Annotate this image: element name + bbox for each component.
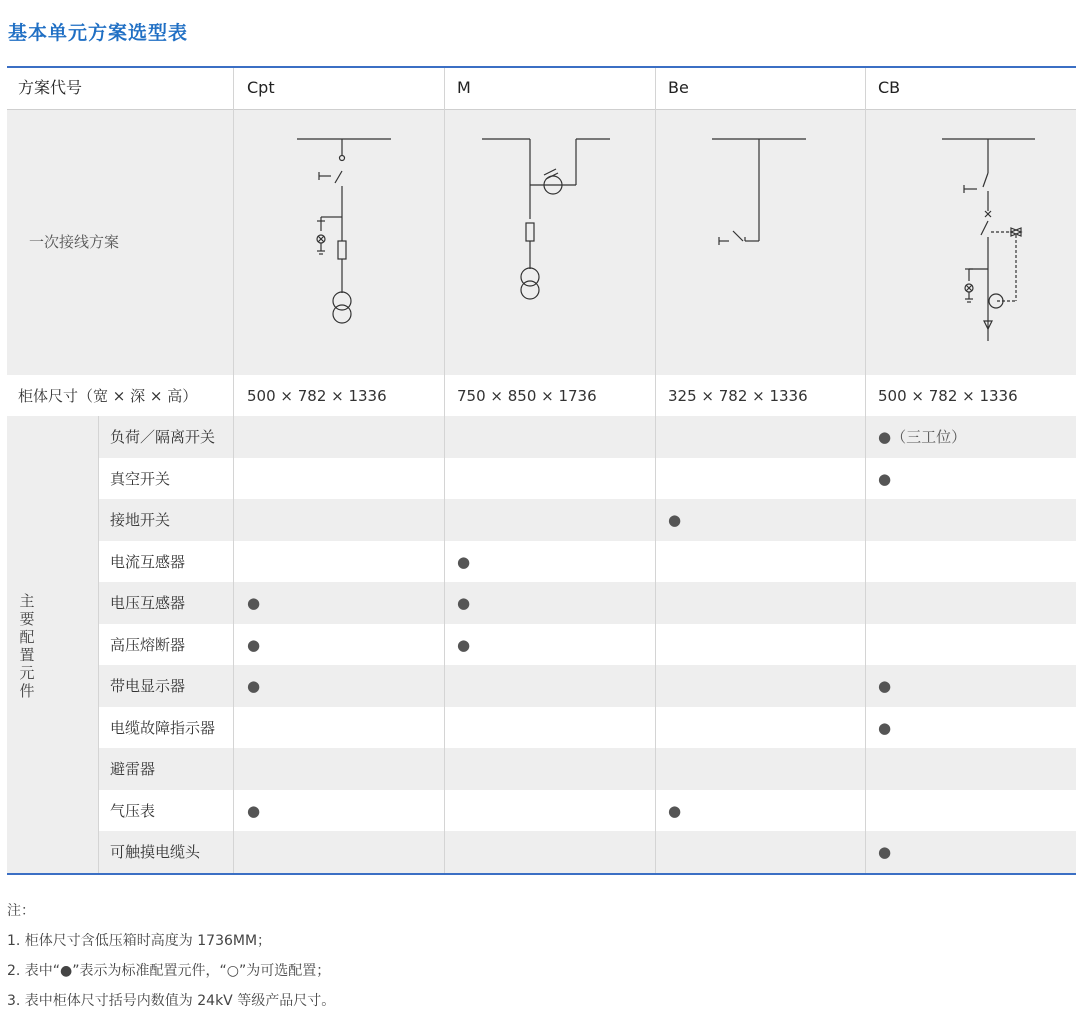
table-top-rule xyxy=(7,66,1076,68)
cb-wiring-diagram xyxy=(939,131,1049,341)
component-name: 负荷／隔离开关 xyxy=(110,428,216,446)
size-be: 325 × 782 × 1336 xyxy=(668,387,808,405)
component-name: 避雷器 xyxy=(110,760,156,778)
component-name: 电压互感器 xyxy=(110,594,186,612)
component-mark: ● xyxy=(247,677,261,695)
component-name: 电缆故障指示器 xyxy=(110,718,216,737)
header-be: Be xyxy=(668,78,689,97)
component-mark: ● xyxy=(878,843,892,861)
component-mark: ● xyxy=(247,801,261,820)
component-mark: ● xyxy=(878,677,892,695)
notes xyxy=(7,900,335,1020)
component-name: 气压表 xyxy=(110,801,156,820)
header-scheme-code: 方案代号 xyxy=(18,78,83,97)
note-item: 3. 表中柜体尺寸括号内数值为 24kV 等级产品尺寸。 xyxy=(7,993,336,1009)
size-cpt: 500 × 782 × 1336 xyxy=(247,387,387,405)
component-name: 真空开关 xyxy=(110,469,171,488)
component-mark: ● xyxy=(457,594,471,612)
component-mark: ● xyxy=(247,594,261,612)
component-name: 电流互感器 xyxy=(110,552,186,571)
m-wiring-diagram xyxy=(482,131,622,331)
table-bottom-rule xyxy=(7,873,1076,875)
component-mark: ● xyxy=(457,552,471,571)
component-mark: ● xyxy=(247,635,261,654)
size-cb: 500 × 782 × 1336 xyxy=(878,387,1018,405)
component-row-bg xyxy=(7,790,1076,832)
notes-heading: 注： xyxy=(7,903,35,919)
component-mark: ●（三工位） xyxy=(878,428,967,446)
be-wiring-diagram xyxy=(707,131,817,261)
size-row-label: 柜体尺寸（宽 × 深 × 高） xyxy=(18,387,198,405)
component-group-label: 主要配置元件 xyxy=(19,592,35,700)
size-m: 750 × 850 × 1736 xyxy=(457,387,597,405)
component-row-bg xyxy=(7,748,1076,790)
note-item: 2. 表中“●”表示为标准配置元件，“○”为可选配置； xyxy=(7,963,331,979)
note-item: 1. 柜体尺寸含低压箱时高度为 1736MM； xyxy=(7,933,272,949)
header-cpt: Cpt xyxy=(247,78,275,97)
page-title: 基本单元方案选型表 xyxy=(8,22,189,44)
wiring-row-label: 一次接线方案 xyxy=(29,233,120,251)
component-mark: ● xyxy=(668,801,682,820)
component-name: 带电显示器 xyxy=(110,677,186,695)
cpt-wiring-diagram xyxy=(297,131,407,331)
component-mark: ● xyxy=(457,635,471,654)
component-name: 可触摸电缆头 xyxy=(110,843,201,861)
component-mark: ● xyxy=(878,718,892,737)
component-mark: ● xyxy=(878,469,892,488)
header-m: M xyxy=(457,78,471,97)
component-name: 接地开关 xyxy=(110,511,171,529)
component-mark: ● xyxy=(668,511,682,529)
component-name: 高压熔断器 xyxy=(110,635,186,654)
header-cb: CB xyxy=(878,78,901,97)
